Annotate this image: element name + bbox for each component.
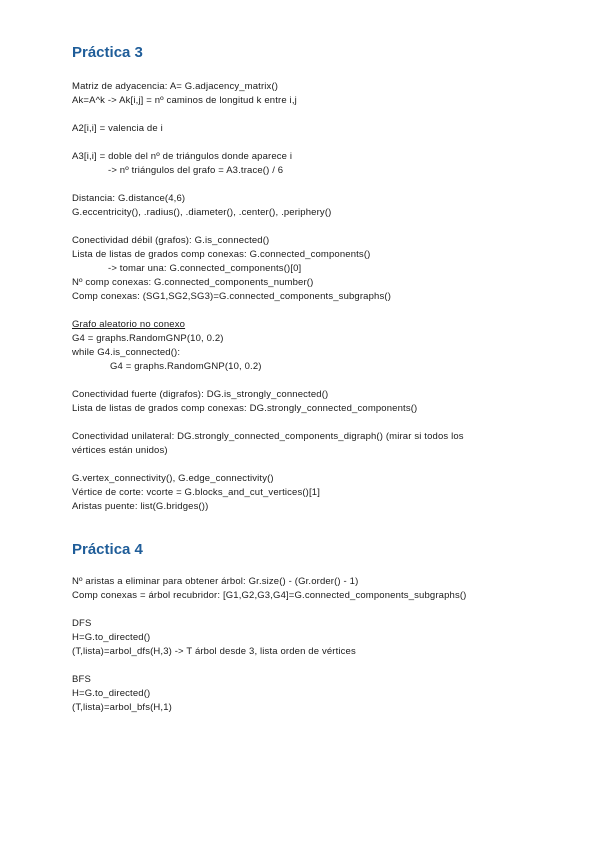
subheading-dfs: DFS <box>72 618 92 629</box>
text-line: Vértice de corte: vcorte = G.blocks_and_cut_vertices()[1] <box>72 487 321 498</box>
text-line: G.eccentricity(), .radius(), .diameter(), .center(), .periphery() <box>72 207 332 218</box>
text-line: Aristas puente: list(G.bridges()) <box>72 501 209 512</box>
text-line: Comp conexas = árbol recubridor: [G1,G2,G3,G4]=G.connected_components_subgraphs() <box>72 590 467 601</box>
code-line: G4 = graphs.RandomGNP(10, 0.2) <box>110 361 262 372</box>
text-line: G.vertex_connectivity(), G.edge_connectivity() <box>72 473 274 484</box>
code-line: H=G.to_directed() <box>72 688 151 699</box>
code-line: H=G.to_directed() <box>72 632 151 643</box>
text-line: Conectividad fuerte (digrafos): DG.is_strongly_connected() <box>72 389 329 400</box>
section-title-practica-3: Práctica 3 <box>72 44 143 61</box>
text-line: A3[i,i] = doble del nº de triángulos donde aparece i <box>72 151 293 162</box>
text-line: Distancia: G.distance(4,6) <box>72 193 186 204</box>
text-line: A2[i,i] = valencia de i <box>72 123 163 134</box>
text-line: -> tomar una: G.connected_components()[0] <box>108 263 302 274</box>
text-line: Conectividad débil (grafos): G.is_connected() <box>72 235 270 246</box>
code-line: (T,lista)=arbol_bfs(H,1) <box>72 702 172 713</box>
text-line: Lista de listas de grados comp conexas: DG.strongly_connected_components() <box>72 403 418 414</box>
code-line: G4 = graphs.RandomGNP(10, 0.2) <box>72 333 224 344</box>
subheading-grafo-aleatorio: Grafo aleatorio no conexo <box>72 319 186 330</box>
text-line: Ak=A^k -> Ak[i,j] = nº caminos de longitud k entre i,j <box>72 95 297 106</box>
section-title-practica-4: Práctica 4 <box>72 541 143 558</box>
code-line: (T,lista)=arbol_dfs(H,3) -> T árbol desde 3, lista orden de vértices <box>72 646 356 657</box>
text-line: Conectividad unilateral: DG.strongly_connected_components_digraph() (mirar si todos los <box>72 431 464 442</box>
code-line: while G4.is_connected(): <box>72 347 181 358</box>
text-line: Nº comp conexas: G.connected_components_number() <box>72 277 314 288</box>
text-line: -> nº triángulos del grafo = A3.trace() / 6 <box>108 165 284 176</box>
text-line: vértices están unidos) <box>72 445 168 456</box>
text-line: Comp conexas: (SG1,SG2,SG3)=G.connected_components_subgraphs() <box>72 291 392 302</box>
text-line: Nº aristas a eliminar para obtener árbol: Gr.size() - (Gr.order() - 1) <box>72 576 359 587</box>
text-line: Lista de listas de grados comp conexas: G.connected_components() <box>72 249 371 260</box>
subheading-bfs: BFS <box>72 674 91 685</box>
text-line: Matriz de adyacencia: A= G.adjacency_matrix() <box>72 81 279 92</box>
